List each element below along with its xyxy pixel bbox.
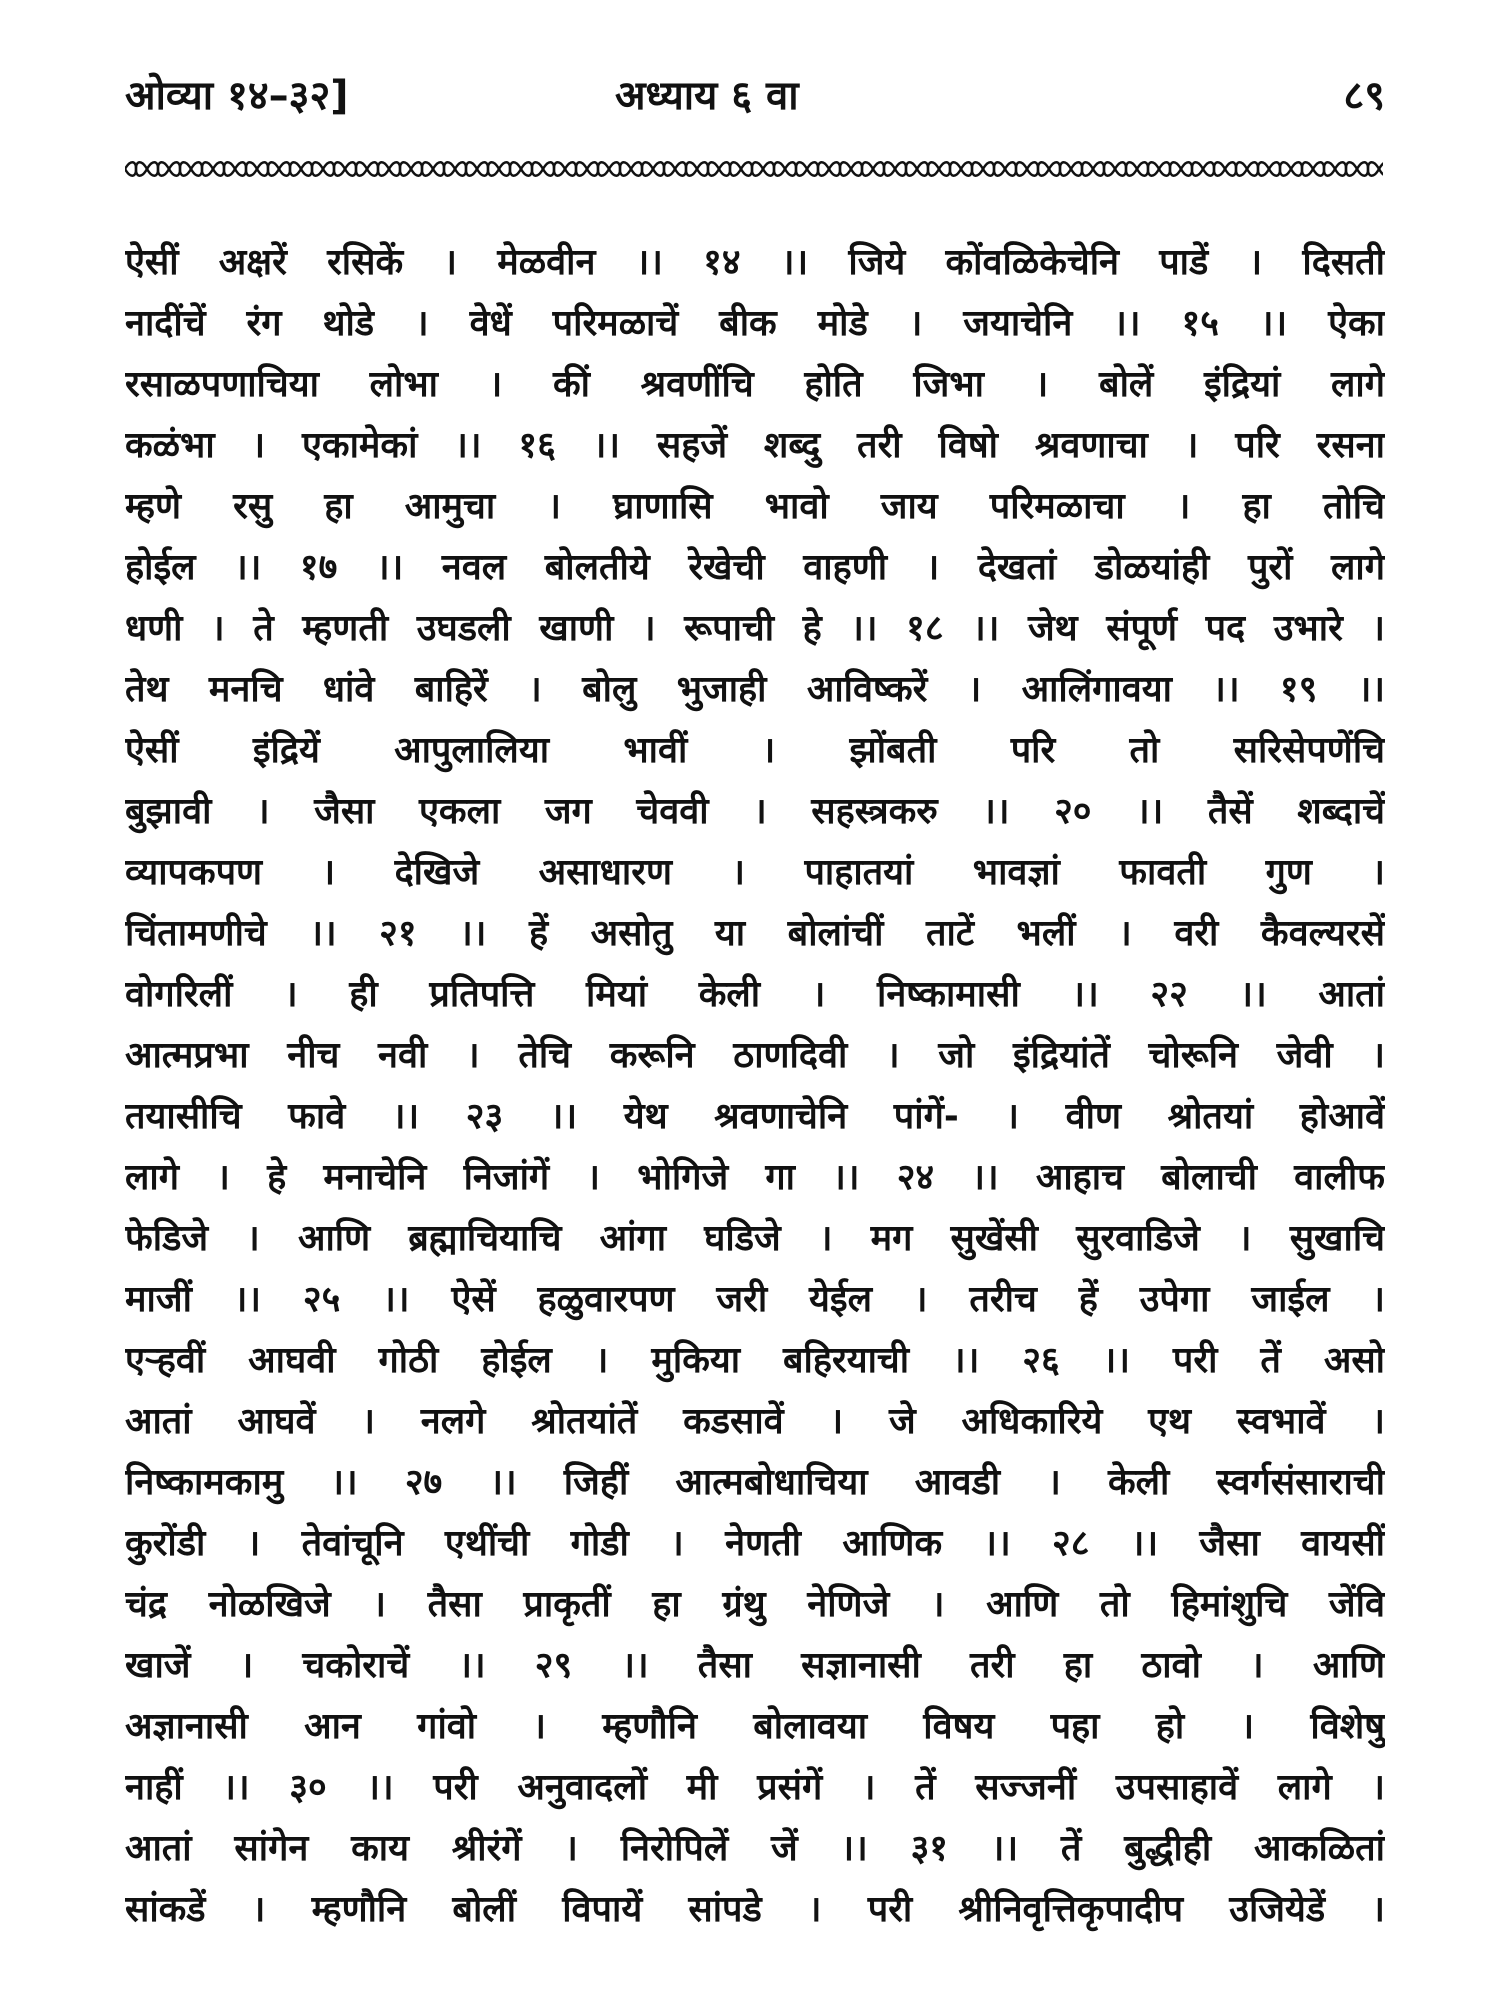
text-line: ऐसीं इंद्रियें आपुलालिया भावीं । झोंबती परि तो सरिसेपणेंचि — [125, 730, 1385, 771]
text-line: आतां सांगेन काय श्रीरंगें । निरोपिलें जें ।। ३१ ।। तें बुद्धीही आकळितां — [125, 1828, 1385, 1869]
text-line: खाजें । चकोराचें ।। २९ ।। तैसा सज्ञानासी तरी हा ठावो । आणि — [125, 1645, 1385, 1686]
running-head — [125, 66, 1385, 126]
text-line: अज्ञानासी आन गांवो । म्हणौनि बोलावया विषय पहा हो । विशेषु — [125, 1706, 1385, 1747]
text-line: फेडिजे । आणि ब्रह्माचियाचि आंगा घडिजे । मग सुखेंसी सुरवाडिजे । सुखाचि — [125, 1218, 1385, 1259]
text-line: लागे । हे मनाचेनि निजांगें । भोगिजे गा ।। २४ ।। आहाच बोलाची वालीफ — [125, 1157, 1385, 1198]
text-line: तयासीचि फावे ।। २३ ।। येथ श्रवणाचेनि पांगें- । वीण श्रोतयां होआवें — [125, 1096, 1385, 1137]
text-line: होईल ।। १७ ।। नवल बोलतीये रेखेची वाहणी । देखतां डोळयांही पुरों लागे — [125, 547, 1385, 588]
text-line: आत्मप्रभा नीच नवी । तेचि करूनि ठाणदिवी । जो इंद्रियांतें चोरूनि जेवी । — [125, 1035, 1385, 1076]
text-line: चिंतामणीचे ।। २१ ।। हें असोतु या बोलांचीं ताटें भलीं । वरी कैवल्यरसें — [125, 913, 1385, 954]
text-line: कुरोंडी । तेवांचूनि एथींची गोडी । नेणती आणिक ।। २८ ।। जैसा वायसीं — [125, 1523, 1385, 1564]
text-line: नाहीं ।। ३० ।। परी अनुवादलों मी प्रसंगें । तें सज्जनीं उपसाहावें लागे । — [125, 1767, 1385, 1808]
text-line: निष्कामकामु ।। २७ ।। जिहीं आत्मबोधाचिया आवडी । केली स्वर्गसंसाराची — [125, 1462, 1385, 1503]
page-number: ८९ — [1343, 73, 1385, 119]
text-line: म्हणे रसु हा आमुचा । घ्राणासि भावो जाय परिमळाचा । हा तोचि — [125, 486, 1385, 527]
text-line: माजीं ।। २५ ।। ऐसें हळुवारपण जरी येईल । तरीच हें उपेगा जाईल । — [125, 1279, 1385, 1320]
ornamental-divider — [125, 158, 1383, 180]
body-text — [125, 232, 1385, 1940]
text-line: ऐसीं अक्षरें रसिकें । मेळवीन ।। १४ ।। जिये कोंवळिकेचेनि पाडें । दिसती — [125, 242, 1385, 283]
text-line: बुझावी । जैसा एकला जग चेववी । सहस्त्रकरु ।। २० ।। तैसें शब्दाचें — [125, 791, 1385, 832]
text-line: आतां आघवें । नलगे श्रोतयांतें कडसावें । जे अधिकारिये एथ स्वभावें । — [125, 1401, 1385, 1442]
verse-range: ओव्या १४–३२] — [125, 73, 349, 119]
text-line: चंद्र नोळखिजे । तैसा प्राकृतीं हा ग्रंथु नेणिजे । आणि तो हिमांशुचि जेंवि — [125, 1584, 1385, 1625]
text-line: नादींचें रंग थोडे । वेधें परिमळाचें बीक मोडे । जयाचेनि ।। १५ ।। ऐका — [125, 303, 1385, 344]
chapter-title: अध्याय ६ वा — [615, 73, 799, 119]
text-line: कळंभा । एकामेकां ।। १६ ।। सहजें शब्दु तरी विषो श्रवणाचा । परि रसना — [125, 425, 1385, 466]
text-line: वोगरिलीं । ही प्रतिपत्ति मियां केली । निष्कामासी ।। २२ ।। आतां — [125, 974, 1385, 1015]
text-line: रसाळपणाचिया लोभा । कीं श्रवणींचि होति जिभा । बोलें इंद्रियां लागे — [125, 364, 1385, 405]
text-line: एर्‍हवीं आघवी गोठी होईल । मुकिया बहिरयाची ।। २६ ।। परी तें असो — [125, 1340, 1385, 1381]
text-line: व्यापकपण । देखिजे असाधारण । पाहातयां भावज्ञां फावती गुण । — [125, 852, 1385, 893]
text-line: तेथ मनचि धांवे बाहिरें । बोलु भुजाही आविष्करें । आलिंगावया ।। १९ ।। — [125, 669, 1385, 710]
text-line: धणी । ते म्हणती उघडली खाणी । रूपाची हे ।। १८ ।। जेथ संपूर्ण पद उभारे । — [125, 608, 1385, 649]
text-line: सांकडें । म्हणौनि बोलीं विपायें सांपडे । परी श्रीनिवृत्तिकृपादीप उजियेडें । — [125, 1889, 1385, 1930]
